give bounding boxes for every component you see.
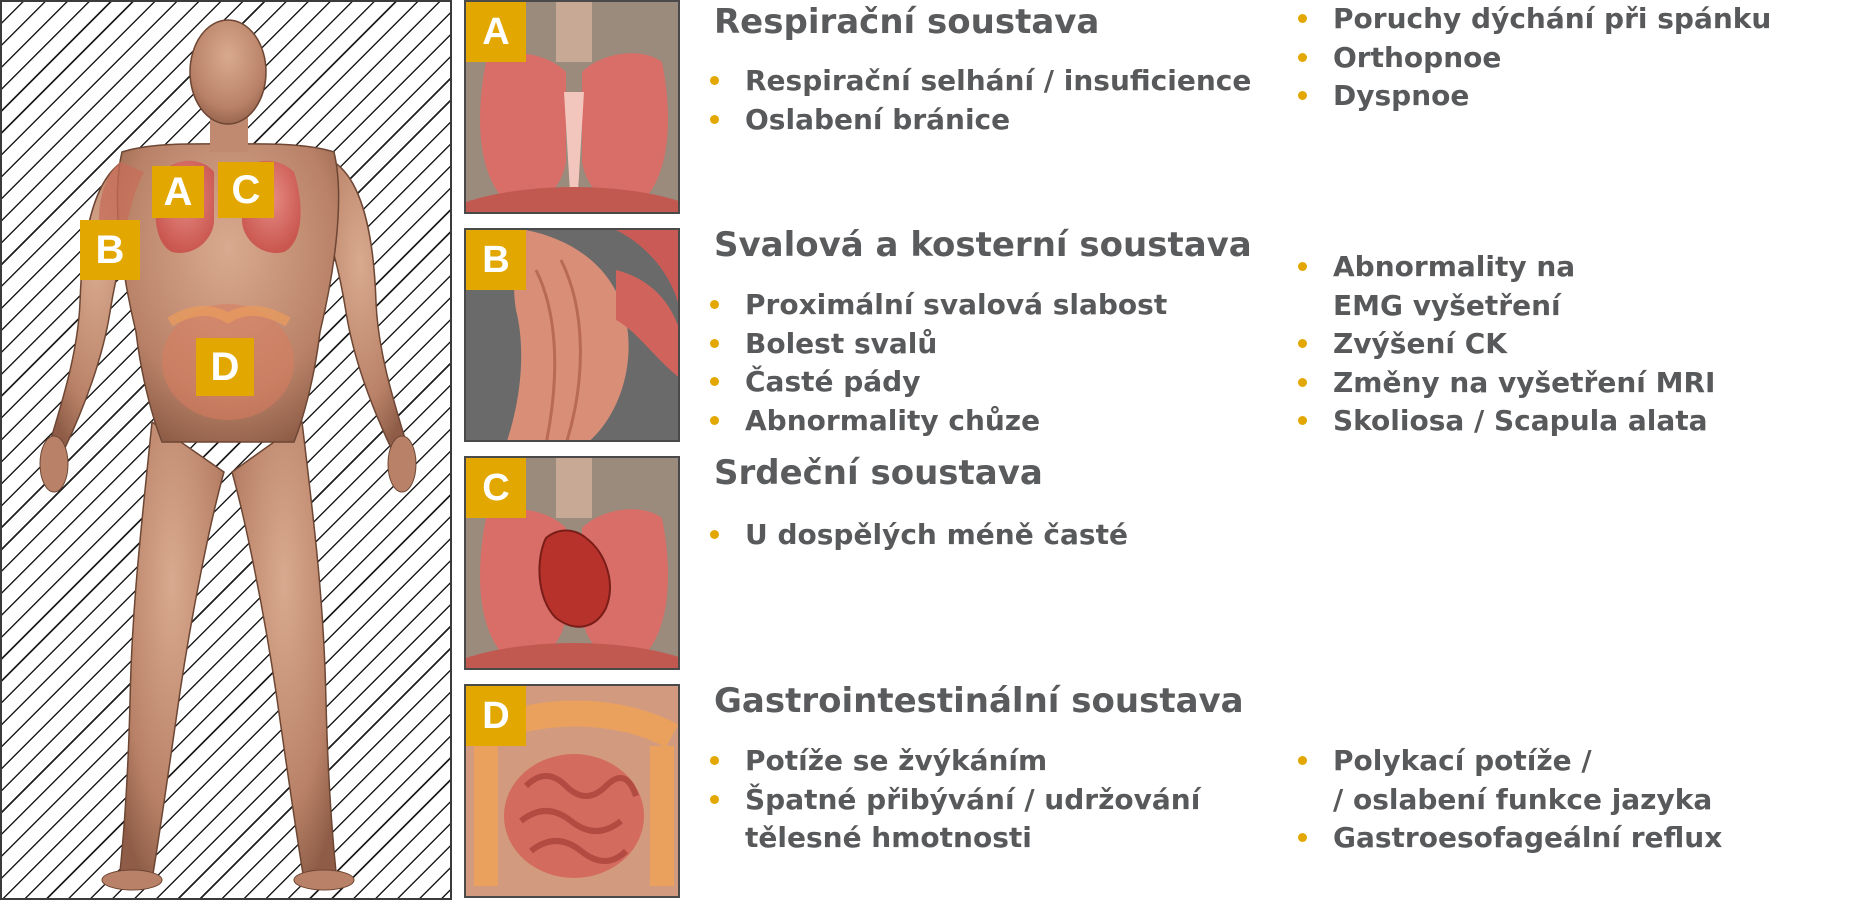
list-item: U dospělých méně časté xyxy=(708,516,1128,555)
gastrointestinal-list-right xyxy=(1296,742,1722,858)
list-item: Polykací potíže / / oslabení funkce jazyka xyxy=(1296,742,1722,819)
list-item: Časté pády xyxy=(708,363,1167,402)
marker-b-thumb: B xyxy=(466,230,526,290)
section-title-cardiac: Srdeční soustava xyxy=(714,453,1043,493)
list-item: Poruchy dýchání při spánku xyxy=(1296,0,1771,39)
list-item: Zvýšení CK xyxy=(1296,325,1715,364)
list-item: Abnormality na EMG vyšetření xyxy=(1296,248,1715,325)
gastrointestinal-list-left xyxy=(708,742,1200,858)
list-item: Dyspnoe xyxy=(1296,77,1771,116)
marker-d-thumb: D xyxy=(466,686,526,746)
list-item: Respirační selhání / insuficience xyxy=(708,62,1251,101)
section-title-respiratory: Respirační soustava xyxy=(714,2,1100,42)
marker-c: C xyxy=(218,162,274,218)
thumbnail-respiratory xyxy=(464,0,680,214)
marker-b: B xyxy=(80,220,140,280)
section-title-musculoskeletal: Svalová a kosterní soustava xyxy=(714,225,1252,265)
human-body-illustration xyxy=(2,2,452,900)
thumbnail-gastrointestinal xyxy=(464,684,680,898)
list-item: Potíže se žvýkáním xyxy=(708,742,1200,781)
list-item: Změny na vyšetření MRI xyxy=(1296,364,1715,403)
respiratory-list-left xyxy=(708,62,1251,139)
list-item: Orthopnoe xyxy=(1296,39,1771,78)
list-item: Abnormality chůze xyxy=(708,402,1167,441)
list-item: Skoliosa / Scapula alata xyxy=(1296,402,1715,441)
list-item: Špatné přibývání / udržování tělesné hmotnosti xyxy=(708,781,1200,858)
cardiac-list-left xyxy=(708,516,1128,555)
list-item: Gastroesofageální reflux xyxy=(1296,819,1722,858)
section-title-gastrointestinal: Gastrointestinální soustava xyxy=(714,681,1244,721)
thumbnail-musculoskeletal xyxy=(464,228,680,442)
respiratory-list-right xyxy=(1296,0,1771,116)
list-item: Oslabení bránice xyxy=(708,101,1251,140)
body-figure-panel xyxy=(0,0,452,900)
musculoskeletal-list-right xyxy=(1296,248,1715,441)
marker-a-thumb: A xyxy=(466,2,526,62)
list-item: Proximální svalová slabost xyxy=(708,286,1167,325)
musculoskeletal-list-left xyxy=(708,286,1167,440)
marker-d: D xyxy=(196,338,254,396)
list-item: Bolest svalů xyxy=(708,325,1167,364)
thumbnail-cardiac xyxy=(464,456,680,670)
marker-a: A xyxy=(152,166,204,218)
marker-c-thumb: C xyxy=(466,458,526,518)
